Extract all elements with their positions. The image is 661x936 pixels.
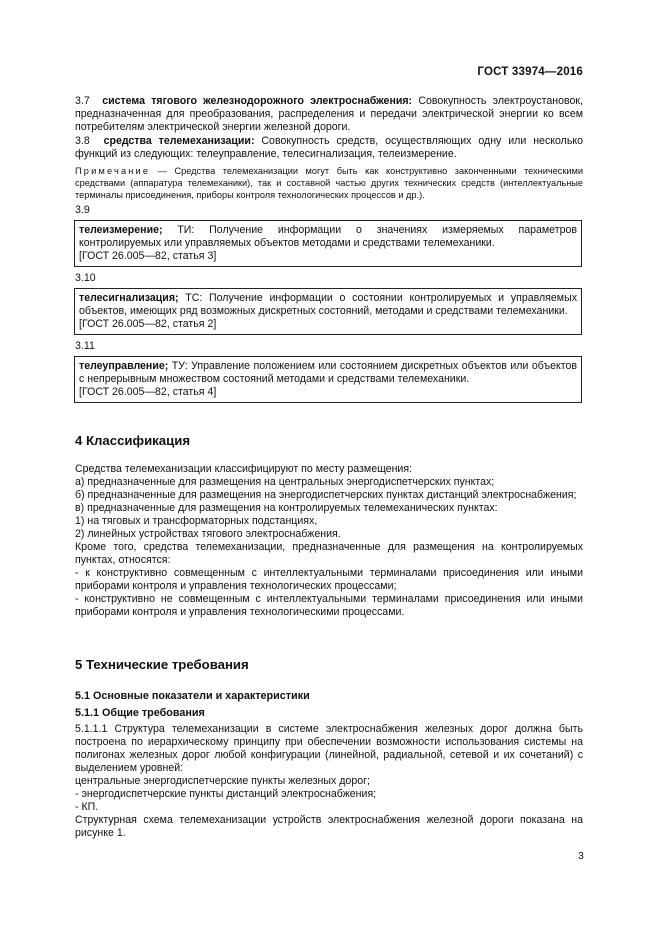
para-structure: Структурная схема телемеханизации устройств электроснабжения железной дороги показана на рисунке 1. bbox=[75, 814, 583, 839]
level-item-1: центральные энергодиспетчерские пункты железных дорог; bbox=[75, 775, 370, 787]
clause-number-3-9: 3.9 bbox=[75, 204, 90, 216]
term: телеизмерение; bbox=[79, 224, 163, 236]
definition-box-3-10 bbox=[74, 288, 582, 335]
item-b: б) предназначенные для размещения на энергодиспетчерских пунктах дистанций электроснабжения; bbox=[75, 489, 577, 501]
level-item-2: - энергодиспетчерские пункты дистанций электроснабжения; bbox=[75, 788, 377, 800]
item-d1: - к конструктивно совмещенным с интеллектуальными терминалами присоединения или иными приборами контроля и управления технологических процессами; bbox=[75, 567, 583, 592]
section-4-heading: 4 Классификация bbox=[75, 433, 191, 448]
definition-box-3-11 bbox=[74, 356, 582, 403]
section-4-body bbox=[75, 463, 583, 619]
term: средства телемеханизации: bbox=[103, 135, 255, 147]
abbr: ТС: bbox=[178, 292, 203, 304]
definition: Совокупность средств, осуществляющих одну или несколько функций из следующих: телеуправление, телесигнализация, телеизмерение. bbox=[75, 135, 583, 160]
reference: [ГОСТ 26.005—82, статья 4] bbox=[79, 386, 217, 398]
term: телесигнализация; bbox=[79, 292, 179, 304]
subsection-5-1-1-heading: 5.1.1 Общие требования bbox=[75, 707, 205, 719]
definition: Получение информации о состоянии контролируемых и управляемых объектов, имеющих ряд возможных дискретных состояний, методами и средствами телемеханики. bbox=[79, 292, 577, 317]
note-label: Примечание bbox=[75, 166, 151, 176]
item-c1: 1) на тяговых и трансформаторных подстанциях, bbox=[75, 515, 318, 527]
reference: [ГОСТ 26.005—82, статья 3] bbox=[79, 250, 217, 262]
section-5-body bbox=[75, 723, 583, 840]
document-header-id: ГОСТ 33974—2016 bbox=[477, 66, 583, 78]
abbr: ТУ: bbox=[168, 360, 188, 372]
definition-box-3-9 bbox=[74, 220, 582, 267]
note-text: — Средства телемеханизации могут быть как конструктивно законченными техническими средствами (аппаратура телемеханики), так и составной частью других технических средств (интеллектуальные терминалы присоединения, приборы контроля технологических процессов и др.). bbox=[75, 166, 583, 200]
extra: Кроме того, средства телемеханизации, предназначенные для размещения на контролируемых пунктах, относятся: bbox=[75, 541, 583, 566]
subsection-5-1-heading: 5.1 Основные показатели и характеристики bbox=[75, 690, 310, 702]
clause-number-3-11: 3.11 bbox=[75, 340, 95, 352]
note bbox=[75, 165, 583, 201]
term: телеуправление; bbox=[79, 360, 169, 372]
clause-number: 3.7 bbox=[75, 95, 90, 107]
level-item-3: - КП. bbox=[75, 801, 99, 813]
reference: [ГОСТ 26.005—82, статья 2] bbox=[79, 318, 217, 330]
intro: Средства телемеханизации классифицируют по месту размещения: bbox=[75, 463, 413, 475]
term: система тягового железнодорожного электроснабжения: bbox=[102, 95, 413, 107]
page-number: 3 bbox=[578, 850, 584, 862]
item-c2: 2) линейных устройствах тягового электроснабжения. bbox=[75, 528, 341, 540]
definition: Управление положением или состоянием дискретных объектов или объектов с непрерывным множеством состояний методами и средствами телемеханики. bbox=[79, 360, 577, 385]
definition: Получение информации о значениях измеряемых параметров контролируемых или управляемых объектов методами и средствами телемеханики. bbox=[79, 224, 577, 249]
para-5-1-1-1: 5.1.1.1 Структура телемеханизации в системе электроснабжения железных дорог должна быть построена по иерархическому принципу при обеспечении возможности использования системы на полигонах железных дорог любой конфигурации (линейной, радиальной, сетевой и их сочетаний) с выделением уровней: bbox=[75, 723, 583, 774]
item-d2: - конструктивно не совмещенным с интеллектуальными терминалами присоединения или иными приборами контроля и управления технологическими процессами. bbox=[75, 593, 583, 618]
clause-3-8 bbox=[75, 135, 583, 161]
definition: Совокупность электроустановок, предназначенная для преобразования, распределения и передачи электрической энергии ко всем потребителям электрической энергии железной дороги. bbox=[75, 95, 584, 133]
item-a: а) предназначенные для размещения на центральных энергодиспетчерских пунктах; bbox=[75, 476, 495, 488]
abbr: ТИ: bbox=[162, 224, 195, 236]
clause-number: 3.8 bbox=[75, 135, 90, 147]
item-c: в) предназначенные для размещения на контролируемых телемеханических пунктах: bbox=[75, 502, 498, 514]
section-5-heading: 5 Технические требования bbox=[75, 657, 249, 672]
clause-3-7 bbox=[75, 95, 583, 134]
clause-number-3-10: 3.10 bbox=[75, 272, 96, 284]
